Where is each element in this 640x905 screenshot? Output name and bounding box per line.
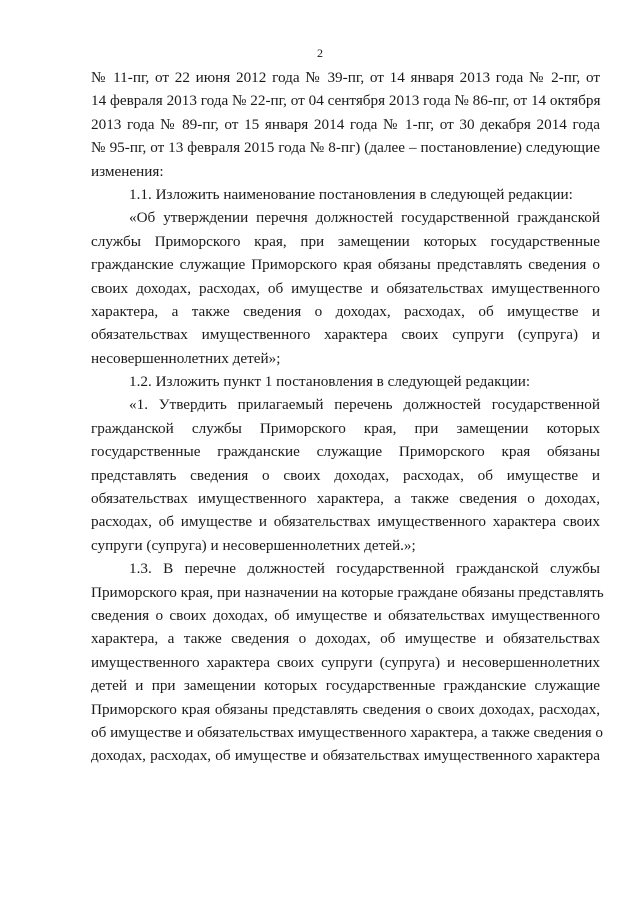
text-line: изменения: <box>91 162 164 180</box>
text-line: своих доходах, расходах, об имуществе и обязательствах имущественного <box>91 279 600 297</box>
text-line: сведения о своих доходах, об имуществе и обязательствах имущественного <box>91 606 600 624</box>
text-line: характера, а также сведения о доходах, расходах, об имуществе и <box>91 302 600 320</box>
text-line: об имуществе и обязательствах имущественного характера, а также сведения о <box>91 723 603 741</box>
text-line: № 11-пг, от 22 июня 2012 года № 39-пг, от 14 января 2013 года № 2-пг, от <box>91 69 600 86</box>
text-line: обязательствах имущественного характера своих супруги (супруга) и <box>91 326 600 344</box>
text-line: расходах, об имуществе и обязательствах имущественного характера своих <box>91 513 600 531</box>
item-1-1-heading: 1.1. Изложить наименование постановления в следующей редакции: <box>129 185 573 203</box>
text-line: «Об утверждении перечня должностей государственной гражданской <box>129 209 600 227</box>
text-line: Приморского края, при назначении на которые граждане обязаны представлять <box>91 583 604 601</box>
item-1-2-heading: 1.2. Изложить пункт 1 постановления в следующей редакции: <box>129 373 531 391</box>
text-line: 2013 года № 89-пг, от 15 января 2014 года № 1-пг, от 30 декабря 2014 года <box>91 115 600 133</box>
page-number: 2 <box>317 46 323 60</box>
document-body <box>91 66 604 768</box>
text-line: 14 февраля 2013 года № 22-пг, от 04 сентября 2013 года № 86-пг, от 14 октября <box>91 92 601 110</box>
text-line: гражданской службы Приморского края, при замещении которых <box>91 419 600 437</box>
text-line: доходах, расходах, об имуществе и обязательствах имущественного характера <box>91 747 600 765</box>
text-line: представлять сведения о своих доходах, расходах, об имуществе и <box>91 466 600 484</box>
text-line: обязательствах имущественного характера, а также сведения о доходах, <box>91 490 600 508</box>
text-line: детей и при замещении которых государственные гражданские служащие <box>91 677 600 695</box>
text-line: супруги (супруга) и несовершеннолетних детей.»; <box>91 536 416 554</box>
text-line: службы Приморского края, при замещении которых государственные <box>91 232 600 250</box>
text-line: № 95-пг, от 13 февраля 2015 года № 8-пг) (далее – постановление) следующие <box>91 139 600 157</box>
text-line: имущественного характера своих супруги (супруга) и несовершеннолетних <box>91 653 600 671</box>
text-line: несовершеннолетних детей»; <box>91 349 281 367</box>
text-line: «1. Утвердить прилагаемый перечень должностей государственной <box>129 396 600 414</box>
text-line: государственные гражданские служащие Приморского края обязаны <box>91 443 600 461</box>
text-line: Приморского края обязаны представлять сведения о своих доходах, расходах, <box>91 700 600 718</box>
item-1-3-heading: 1.3. В перечне должностей государственной гражданской службы <box>129 560 600 578</box>
text-line: характера, а также сведения о доходах, об имуществе и обязательствах <box>91 630 600 648</box>
text-line: гражданские служащие Приморского края обязаны представлять сведения о <box>91 256 600 274</box>
